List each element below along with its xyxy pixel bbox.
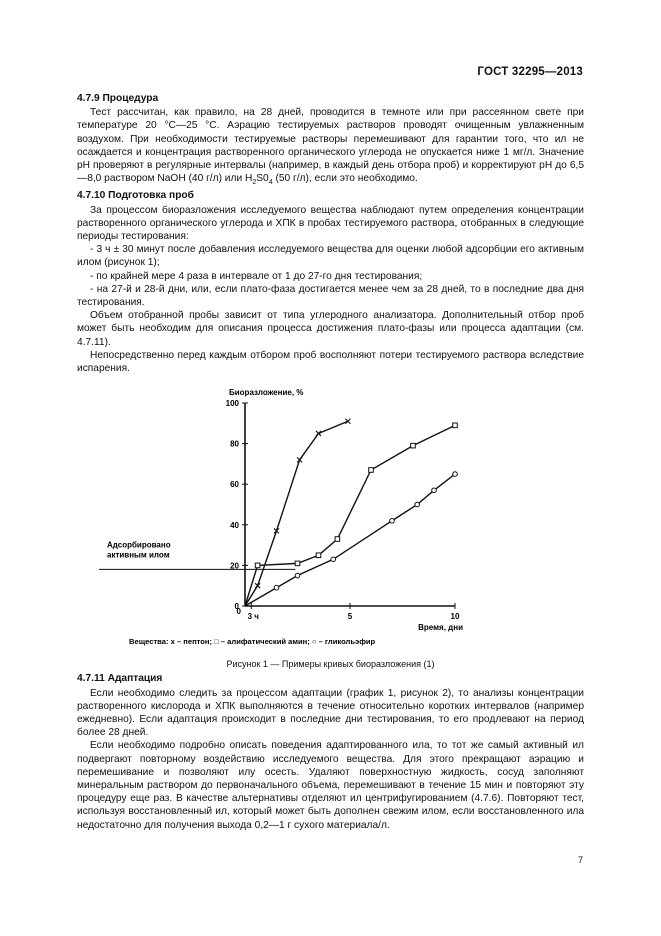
y-tick-label: 80	[230, 439, 239, 449]
series-line-x	[245, 422, 348, 607]
data-point-circle	[295, 574, 300, 579]
figure-caption: Рисунок 1 — Примеры кривых биоразложения (1)	[226, 658, 435, 669]
list-item: - на 27-й и 28-й дни, или, если плато-фаза достигается менее чем за 28 дней, то в последние два дня тестирования.	[77, 283, 584, 309]
x-axis-title: Время, дни	[418, 623, 463, 633]
data-point-square	[411, 444, 416, 449]
section-4-7-9-title: 4.7.9 Процедура	[77, 93, 159, 104]
s479-sub1: 2	[252, 179, 257, 187]
y-tick-label: 20	[230, 561, 239, 571]
y-tick-label: 40	[230, 521, 239, 531]
section-4-7-10-paragraph-1: За процессом биоразложения исследуемого вещества наблюдают путем определения концентрации растворенного органического углерода и ХПК в пробах тестируемого раствора, отобранных в следующие периоды тестирования:	[77, 204, 584, 243]
data-point-square	[335, 537, 340, 542]
data-point-circle	[331, 557, 336, 562]
chart-marks	[245, 419, 457, 606]
list-item: - 3 ч ± 30 минут после добавления исследуемого вещества для оценки любой адсорбции его активным илом (рисунок 1);	[77, 244, 584, 269]
biodegradation-chart	[77, 381, 584, 651]
section-4-7-9-paragraph	[77, 106, 584, 189]
section-4-7-10-paragraph-3: Непосредственно перед каждым отбором проб восполняют потери тестируемого раствора вследствие испарения.	[77, 349, 584, 375]
x-tick-label: 10	[450, 612, 460, 622]
s479-tail: (50 г/л), если это необходимо.	[272, 173, 418, 185]
x-tick-label: 5	[347, 612, 353, 622]
series-line-square	[245, 426, 455, 607]
data-point-circle	[390, 519, 395, 524]
section-4-7-11-paragraph-2: Если необходимо подробно описать поведения адаптированного ила, то тот же самый активный ил подвергают повторному воздействию исследуемого вещества. Для этого прекращают аэрацию и перемешивание и позволяют илу осесть. Удаляют поверхностную жидкость, сосуд заполняют минеральным раствором до первоначального объема, перемешивают в течение 15 мин и повторяют эту процедуру еще раз. В качестве альтернативы отделяют ил центрифугированием (4.7.6). Повторяют тест, используя восстановленный ил, который может быть дополнен свежим илом, если восстановленного ила недостаточно для получения выхода 0,2—1 г сухого материала/л.	[77, 740, 584, 831]
s479-mid: S0	[256, 173, 269, 185]
x-tick-label: 3 ч	[247, 612, 259, 622]
annotation-line-1: Адсорбировано	[107, 540, 171, 550]
list-item: - по крайней мере 4 раза в интервале от 1 до 27-го дня тестирования;	[90, 270, 423, 282]
section-4-7-10-paragraph-2: Объем отобранной пробы зависит от типа углеродного анализатора. Дополнительный отбор проб может быть необходим для описания процесса достижения плато-фазы или процесса адаптации (см. 4.7.11).	[77, 310, 584, 348]
document-header: ГОСТ 32295—2013	[477, 66, 583, 78]
page-number: 7	[577, 855, 583, 865]
y-axis-title: Биоразложение, %	[229, 388, 304, 398]
annotation-line-2: активным илом	[107, 550, 170, 560]
data-point-circle	[415, 502, 420, 507]
data-point-square	[369, 468, 374, 473]
s479-sub2: 4	[268, 179, 273, 187]
page-content	[77, 92, 584, 832]
y-tick-label: 60	[230, 480, 239, 490]
data-point-square	[316, 553, 321, 558]
data-point-square	[255, 563, 260, 568]
y-tick-label: 0	[234, 602, 239, 612]
section-4-7-11-paragraph-1: Если необходимо следить за процессом адаптации (график 1, рисунок 2), то анализы концентрации растворенного кислорода и ХПК выполняются в течение относительно коротких интервалов (например ежедневно). Если адаптация происходит в последние дни тестирования, то его продлевают на период более 28 дней.	[77, 687, 584, 739]
data-point-square	[453, 423, 458, 428]
y-tick-label: 100	[225, 399, 239, 409]
data-point-circle	[432, 488, 437, 493]
chart-legend: Вещества: x – пептон; □ – алифатический амин; ○ – гликольэфир	[129, 637, 376, 647]
data-point-circle	[274, 586, 279, 591]
section-4-7-10-title: 4.7.10 Подготовка проб	[77, 190, 194, 202]
figure-1	[77, 381, 584, 669]
data-point-square	[295, 561, 300, 566]
s479-text: Тест рассчитан, как правило, на 28 дней, проводится в темноте или при рассеянном свете при температуре 20 °С—25 °С. Аэрацию тестируемых растворов проводят очищенным увлажненным воздухом. При необходимости тестируемые растворы перемешивают для гарантии того, что ил не осаждается и концентрация растворенного органического углерода не опускается ниже 1 мг/л. Значение pH проверяют в регулярные интервалы (например, в каждый день отбора проб) и корректируют pH до 6,5—8,0 раствором NaOH (40 г/л) или H	[77, 107, 584, 185]
section-4-7-11-title: 4.7.11 Адаптация	[77, 673, 163, 685]
data-point-circle	[453, 472, 458, 477]
origin-label: 0	[236, 607, 241, 617]
